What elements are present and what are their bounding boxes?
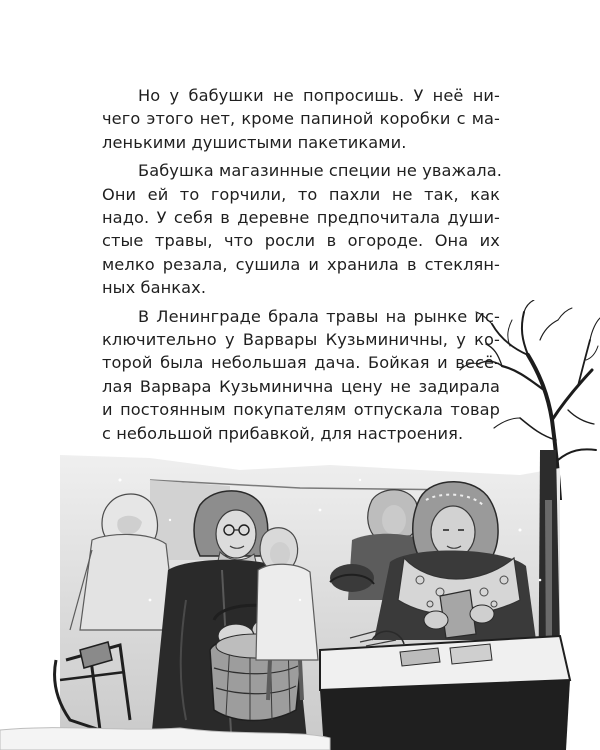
text-line: Но у бабушки не попросишь. У неё ни- xyxy=(138,86,500,105)
market-scene-illustration xyxy=(0,300,600,750)
paragraph-2 xyxy=(102,159,500,299)
text-line: лая Варвара Кузьминична цену не задирала xyxy=(102,376,500,396)
market-table xyxy=(320,630,570,750)
text-line: с небольшой прибавкой, для настроения. xyxy=(102,423,464,443)
text-line: В Ленинграде брала травы на рынке ис- xyxy=(138,306,500,326)
text-line: ленькими душистыми пакетиками. xyxy=(102,132,407,152)
text-line: мелко резала, сушила и хранила в стеклян- xyxy=(102,254,500,274)
text-line: чего этого нет, кроме папиной коробки с ма- xyxy=(102,109,500,129)
text-line: Бабушка магазинные специи не уважала. xyxy=(138,161,502,181)
text-line: Они ей то горчили, то пахли не так, как xyxy=(102,184,500,204)
text-line: ключительно у Варвары Кузьминичны, у ко- xyxy=(102,330,500,350)
paragraph-1 xyxy=(102,84,500,154)
text-line: надо. У себя в деревне предпочитала души- xyxy=(102,208,500,228)
text-line: и постоянным покупателям отпускала товар xyxy=(102,400,500,420)
text-line: ных банках. xyxy=(102,278,207,298)
text-line: торой была небольшая дача. Бойкая и весё- xyxy=(102,353,500,373)
text-line: стые травы, что росли в огороде. Она их xyxy=(102,231,500,251)
